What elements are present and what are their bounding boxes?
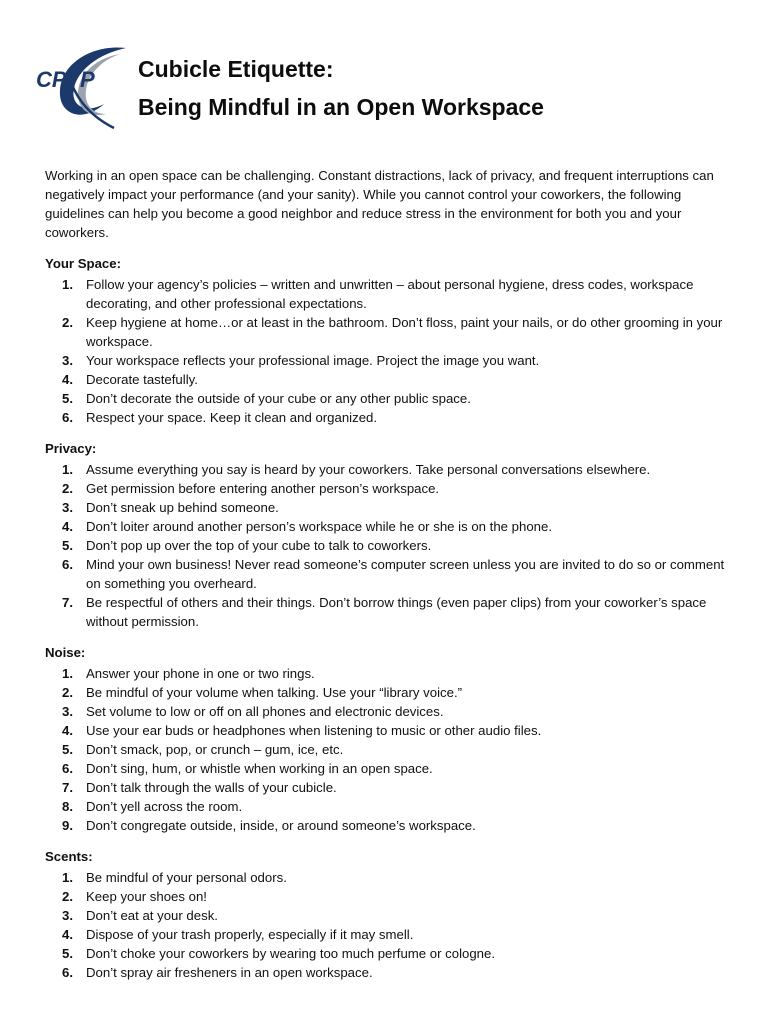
list-item-text: Decorate tastefully. — [86, 372, 198, 387]
list-item — [45, 389, 730, 408]
list-item — [45, 479, 730, 498]
list-number: 9. — [62, 818, 73, 833]
numbered-list — [45, 664, 730, 835]
list-item — [45, 683, 730, 702]
intro-paragraph: Working in an open space can be challenging. Constant distractions, lack of privacy, and frequent interruptions can negatively impact your performance (and your sanity). While you cannot control your coworkers, the following guidelines can help you become a good neighbor and reduce stress in the environment for both you and your coworkers. — [45, 168, 714, 240]
title-line-1: Cubicle Etiquette: — [138, 56, 334, 82]
numbered-list — [45, 868, 730, 982]
title-line-2: Being Mindful in an Open Workspace — [138, 94, 544, 120]
list-item-text: Don’t choke your coworkers by wearing too much perfume or cologne. — [86, 946, 496, 961]
list-item-text: Get permission before entering another person’s workspace. — [86, 481, 440, 496]
list-item — [45, 517, 730, 536]
list-item-text: Mind your own business! Never read someone’s computer screen unless you are invited to do so or comment on something you overheard. — [86, 557, 725, 591]
list-item — [45, 925, 730, 944]
logo-text: CPTP — [36, 67, 95, 92]
list-item-text: Don’t yell across the room. — [86, 799, 243, 814]
list-number: 5. — [62, 538, 73, 553]
list-item — [45, 702, 730, 721]
section-heading: Your Space: — [45, 256, 121, 271]
list-number: 5. — [62, 742, 73, 757]
list-number: 3. — [62, 704, 73, 719]
list-item-text: Don’t spray air fresheners in an open workspace. — [86, 965, 373, 980]
list-item-text: Be mindful of your personal odors. — [86, 870, 287, 885]
list-item — [45, 498, 730, 517]
list-number: 7. — [62, 595, 73, 610]
list-number: 3. — [62, 353, 73, 368]
list-item — [45, 593, 730, 631]
list-number: 2. — [62, 315, 73, 330]
list-number: 1. — [62, 666, 73, 681]
list-item-text: Keep your shoes on! — [86, 889, 207, 904]
cptp-logo-graphic — [34, 44, 130, 132]
list-number: 2. — [62, 481, 73, 496]
list-number: 4. — [62, 372, 73, 387]
list-item-text: Don’t eat at your desk. — [86, 908, 218, 923]
document-body — [45, 166, 730, 994]
list-item — [45, 555, 730, 593]
list-item-text: Don’t sneak up behind someone. — [86, 500, 279, 515]
list-number: 6. — [62, 965, 73, 980]
sections-container — [45, 254, 730, 982]
list-item — [45, 460, 730, 479]
list-item-text: Don’t loiter around another person’s workspace while he or she is on the phone. — [86, 519, 552, 534]
list-number: 4. — [62, 723, 73, 738]
list-number: 4. — [62, 519, 73, 534]
list-item-text: Don’t talk through the walls of your cubicle. — [86, 780, 337, 795]
list-item-text: Your workspace reflects your professional image. Project the image you want. — [86, 353, 540, 368]
list-item-text: Keep hygiene at home…or at least in the bathroom. Don’t floss, paint your nails, or do other grooming in your workspace. — [86, 315, 723, 349]
list-item-text: Be respectful of others and their things. Don’t borrow things (even paper clips) from your coworker’s space without permission. — [86, 595, 707, 629]
list-item-text: Don’t smack, pop, or crunch – gum, ice, etc. — [86, 742, 344, 757]
section-heading: Privacy: — [45, 441, 97, 456]
list-item-text: Use your ear buds or headphones when listening to music or other audio files. — [86, 723, 542, 738]
list-number: 1. — [62, 462, 73, 477]
list-item — [45, 759, 730, 778]
list-item — [45, 887, 730, 906]
list-number: 1. — [62, 870, 73, 885]
list-item — [45, 275, 730, 313]
list-item — [45, 740, 730, 759]
list-item — [45, 944, 730, 963]
list-item — [45, 721, 730, 740]
list-number: 6. — [62, 761, 73, 776]
list-number: 2. — [62, 685, 73, 700]
list-number: 1. — [62, 277, 73, 292]
list-item — [45, 351, 730, 370]
page-title — [138, 50, 544, 126]
list-item-text: Follow your agency’s policies – written and unwritten – about personal hygiene, dress codes, workspace decorating, and other professional expectations. — [86, 277, 694, 311]
list-item-text: Respect your space. Keep it clean and organized. — [86, 410, 378, 425]
list-item-text: Don’t sing, hum, or whistle when working in an open space. — [86, 761, 433, 776]
list-item — [45, 797, 730, 816]
list-item-text: Set volume to low or off on all phones and electronic devices. — [86, 704, 444, 719]
list-item — [45, 664, 730, 683]
list-item — [45, 778, 730, 797]
list-number: 7. — [62, 780, 73, 795]
list-number: 8. — [62, 799, 73, 814]
numbered-list — [45, 460, 730, 631]
section-heading: Scents: — [45, 849, 93, 864]
list-number: 6. — [62, 410, 73, 425]
list-item — [45, 868, 730, 887]
list-item-text: Don’t congregate outside, inside, or around someone’s workspace. — [86, 818, 476, 833]
numbered-list — [45, 275, 730, 427]
list-item-text: Don’t pop up over the top of your cube to talk to coworkers. — [86, 538, 432, 553]
list-item-text: Assume everything you say is heard by your coworkers. Take personal conversations elsewhere. — [86, 462, 651, 477]
list-item — [45, 906, 730, 925]
list-item-text: Answer your phone in one or two rings. — [86, 666, 315, 681]
list-number: 6. — [62, 557, 73, 572]
list-item — [45, 816, 730, 835]
list-item-text: Be mindful of your volume when talking. Use your “library voice.” — [86, 685, 462, 700]
list-item-text: Don’t decorate the outside of your cube or any other public space. — [86, 391, 471, 406]
list-item — [45, 370, 730, 389]
section-heading: Noise: — [45, 645, 86, 660]
list-item — [45, 536, 730, 555]
list-item — [45, 408, 730, 427]
list-number: 3. — [62, 908, 73, 923]
list-number: 5. — [62, 946, 73, 961]
cptp-logo — [34, 44, 130, 132]
list-number: 2. — [62, 889, 73, 904]
list-item — [45, 963, 730, 982]
list-number: 4. — [62, 927, 73, 942]
list-item-text: Dispose of your trash properly, especially if it may smell. — [86, 927, 414, 942]
list-item — [45, 313, 730, 351]
list-number: 3. — [62, 500, 73, 515]
list-number: 5. — [62, 391, 73, 406]
